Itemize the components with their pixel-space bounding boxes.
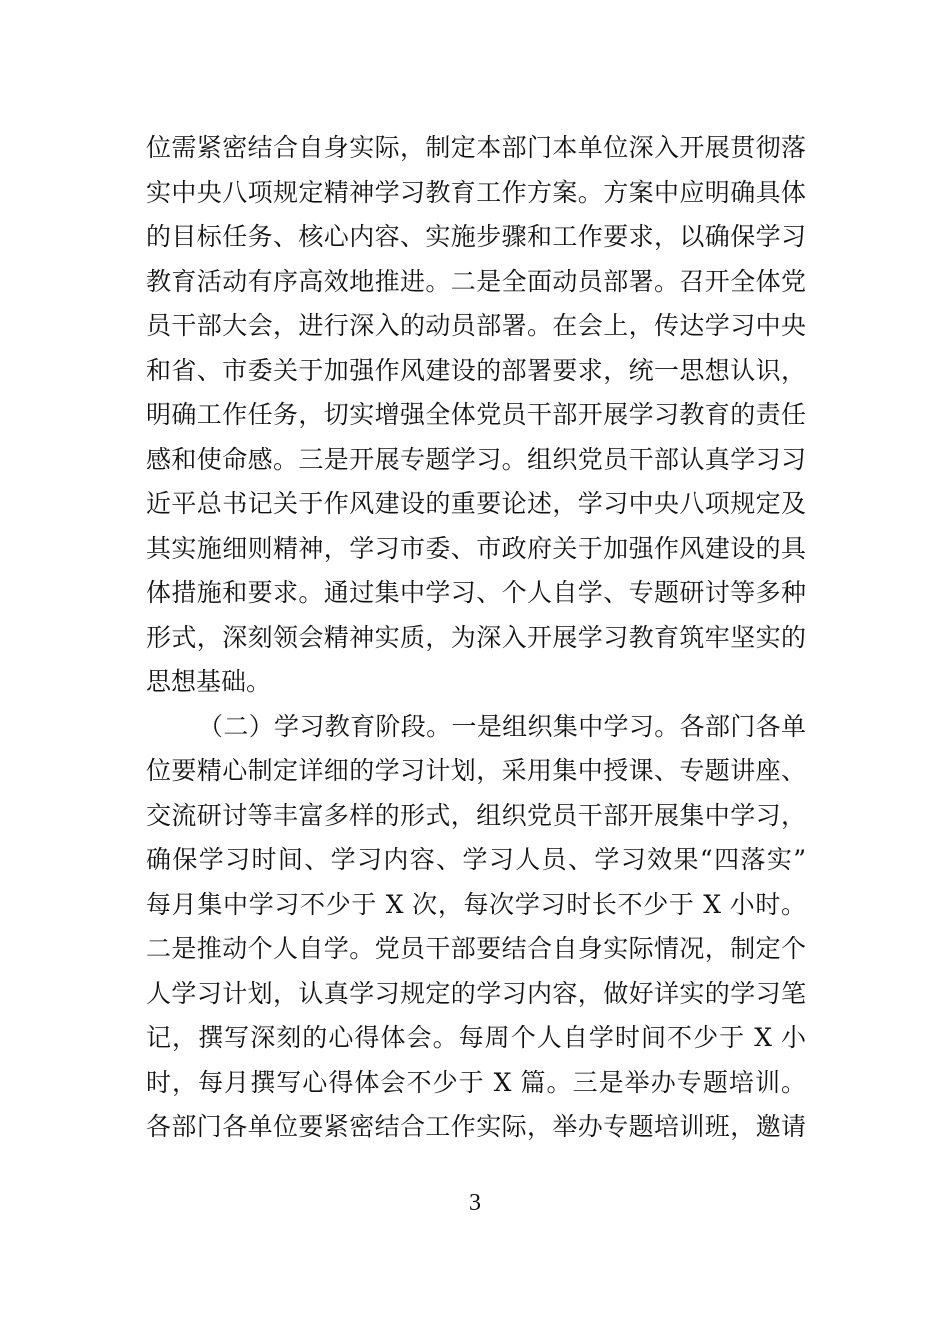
text-line: 其实施细则精神，学习市委、市政府关于加强作风建设的具 (146, 534, 806, 563)
text-line: 二是推动个人自学。党员干部要结合自身实际情况，制定个 (146, 934, 806, 963)
text-line: 位要精心制定详细的学习计划，采用集中授课、专题讲座、 (146, 756, 806, 785)
text-line: 教育活动有序高效地推进。二是全面动员部署。召开全体党 (146, 267, 806, 296)
text-line: 每月集中学习不少于 X 次，每次学习时长不少于 X 小时。 (146, 890, 806, 919)
text-line: 记，撰写深刻的心得体会。每周个人自学时间不少于 X 小 (146, 1023, 806, 1052)
text-line: 感和使命感。三是开展专题学习。组织党员干部认真学习习 (146, 445, 806, 474)
text-line: 确保学习时间、学习内容、学习人员、学习效果“四落实” (146, 845, 806, 874)
text-line: 时，每月撰写心得体会不少于 X 篇。三是举办专题培训。 (146, 1068, 806, 1097)
paragraph-end-line: 思想基础。 (146, 667, 272, 696)
text-line: 近平总书记关于作风建设的重要论述，学习中央八项规定及 (146, 489, 806, 518)
text-line: 体措施和要求。通过集中学习、个人自学、专题研讨等多种 (146, 578, 806, 607)
text-line: 各部门各单位要紧密结合工作实际，举办专题培训班，邀请 (146, 1112, 806, 1141)
text-line: 位需紧密结合自身实际，制定本部门本单位深入开展贯彻落 (146, 133, 806, 162)
text-line: 的目标任务、核心内容、实施步骤和工作要求，以确保学习 (146, 222, 806, 251)
text-line: 实中央八项规定精神学习教育工作方案。方案中应明确具体 (146, 178, 806, 207)
text-line: 形式，深刻领会精神实质，为深入开展学习教育筑牢坚实的 (146, 623, 806, 652)
page-number: 3 (469, 1190, 481, 1216)
text-line: 人学习计划，认真学习规定的学习内容，做好详实的学习笔 (146, 979, 806, 1008)
text-line: 明确工作任务，切实增强全体党员干部开展学习教育的责任 (146, 400, 806, 429)
text-line: 交流研讨等丰富多样的形式，组织党员干部开展集中学习， (146, 801, 806, 830)
text-line: 和省、市委关于加强作风建设的部署要求，统一思想认识， (146, 356, 806, 385)
text-line: 员干部大会，进行深入的动员部署。在会上，传达学习中央 (146, 311, 806, 340)
section-heading-line: （二）学习教育阶段。一是组织集中学习。各部门各单 (198, 712, 806, 741)
